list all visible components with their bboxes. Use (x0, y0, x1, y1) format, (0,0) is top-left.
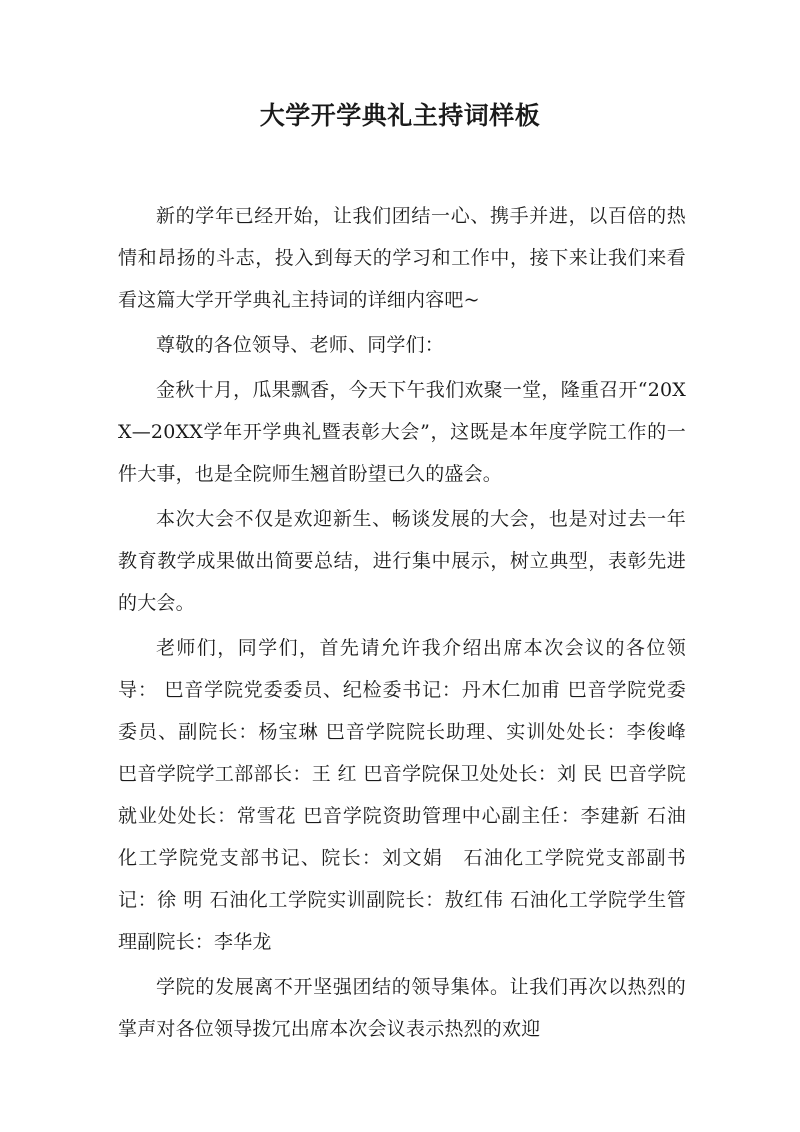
paragraph-welcome: 学院的发展离不开坚强团结的领导集体。让我们再次以热烈的掌声对各位领导拨冗出席本次会议表示热烈的欢迎 (118, 976, 686, 1040)
paragraph-leaders: 老师们，同学们，首先请允许我介绍出席本次会议的各位领导： 巴音学院党委委员、纪检委书记：丹木仁加甫 巴音学院党委委员、副院长：杨宝琳 巴音学院院长助理、实训处处长：李俊峰 巴音学院学工部部长：王 红 巴音学院保卫处处长：刘 民 巴音学院就业处处长：常雪花 巴音学院资助管理中心副主任：李建新 石油化工学院党支部书记、院长：刘文娟 石油化工学院党支部副书记：徐 明 石油化工学院实训副院长：敖红伟 石油化工学院学生管理副院长：李华龙 (118, 637, 686, 953)
document-title: 大学开学典礼主持词样板 (259, 101, 541, 130)
paragraph-purpose: 本次大会不仅是欢迎新生、畅谈发展的大会，也是对过去一年教育教学成果做出简要总结，进行集中展示，树立典型，表彰先进的大会。 (118, 508, 686, 614)
document-body (118, 195, 686, 1053)
paragraph-salutation: 尊敬的各位领导、老师、同学们： (156, 334, 445, 356)
paragraph-opening: 金秋十月，瓜果飘香，今天下午我们欢聚一堂，隆重召开“20XX—20XX学年开学典礼暨表彰大会”，这既是本年度学院工作的一件大事，也是全院师生翘首盼望已久的盛会。 (118, 379, 686, 485)
paragraph-intro: 新的学年已经开始，让我们团结一心、携手并进，以百倍的热情和昂扬的斗志，投入到每天的学习和工作中，接下来让我们来看看这篇大学开学典礼主持词的详细内容吧~ (118, 205, 686, 311)
